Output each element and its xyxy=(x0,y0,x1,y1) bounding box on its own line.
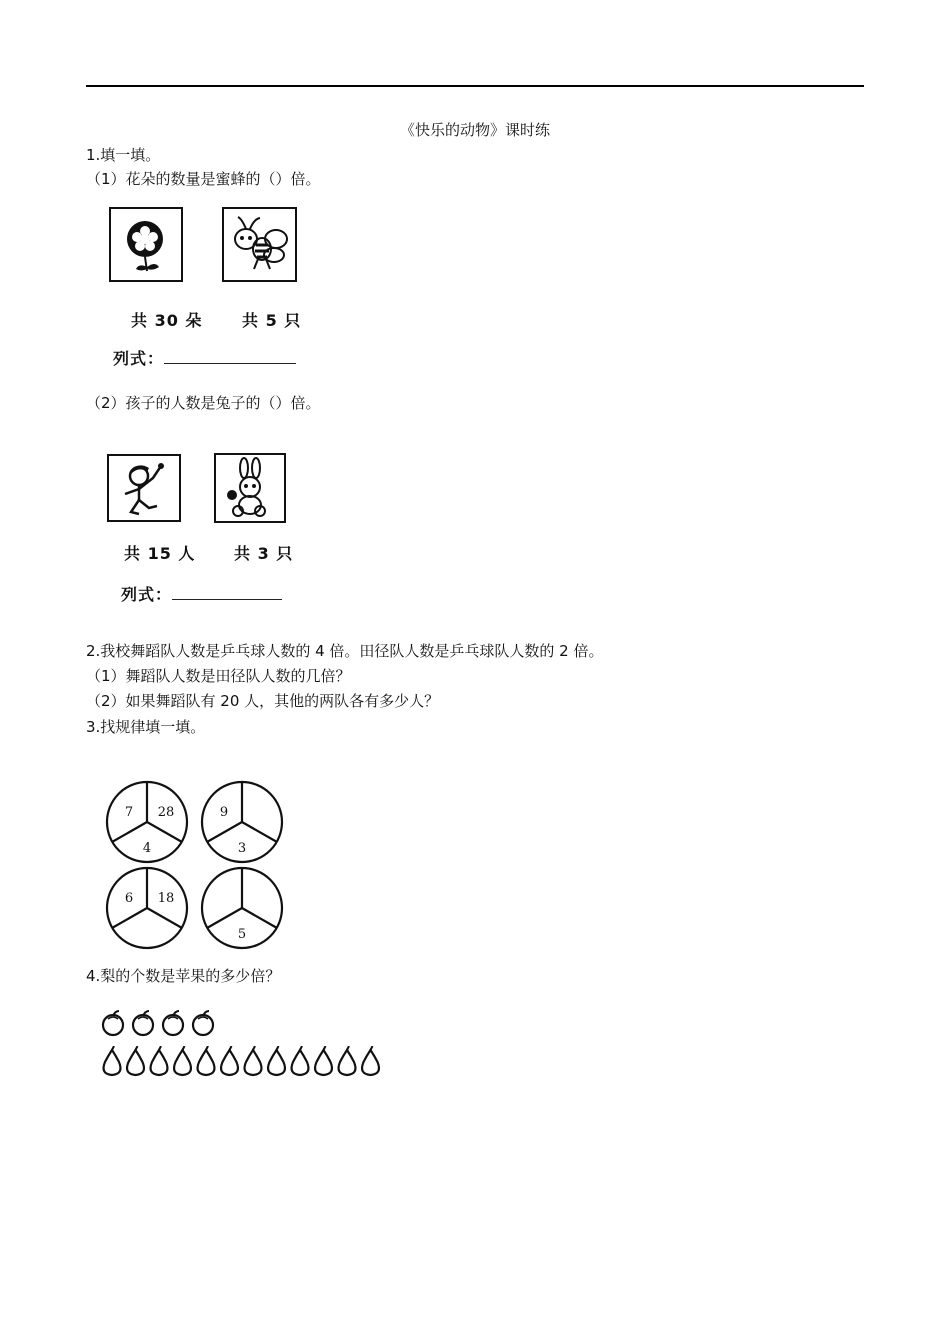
page-title: 《快乐的动物》课时练 xyxy=(399,121,550,139)
flower-count-caption: 共 30 朵 xyxy=(131,311,203,330)
q1-part1-formula xyxy=(113,346,296,369)
flower-picture-box xyxy=(109,207,183,282)
rabbit-picture-box xyxy=(214,453,286,523)
header-rule xyxy=(86,85,864,87)
child-icon xyxy=(109,456,179,520)
pear-icon xyxy=(292,1046,309,1075)
bee-icon xyxy=(224,209,295,280)
formula-label: 列式： xyxy=(121,585,173,604)
q1-part1-prompt: （1）花朵的数量是蜜蜂的（）倍。 xyxy=(86,170,321,188)
formula-answer-blank[interactable] xyxy=(164,349,296,364)
pear-icon xyxy=(151,1046,168,1075)
wheel-2-left: 9 xyxy=(219,805,229,820)
apple-row xyxy=(101,1010,401,1038)
apple-row-svg xyxy=(101,1010,401,1038)
pear-icon xyxy=(362,1046,379,1075)
wheel-1-left: 7 xyxy=(124,805,134,820)
child-picture-box xyxy=(107,454,181,522)
formula-answer-blank[interactable] xyxy=(172,585,282,600)
apple-icon xyxy=(133,1011,153,1035)
number-wheels xyxy=(103,780,287,952)
q4-heading: 4.梨的个数是苹果的多少倍？ xyxy=(86,967,281,985)
q1-heading: 1.填一填。 xyxy=(86,146,161,164)
wheel-4-bottom: 5 xyxy=(237,927,247,942)
pear-icon xyxy=(127,1046,144,1075)
q1-part2-formula xyxy=(121,582,282,605)
wheel-2-bottom: 3 xyxy=(237,841,247,856)
apple-icon xyxy=(103,1011,123,1035)
wheel-3-right: 18 xyxy=(157,891,175,906)
formula-label: 列式： xyxy=(113,349,165,368)
q3-heading: 3.找规律填一填。 xyxy=(86,718,206,736)
q1-part2-prompt: （2）孩子的人数是兔子的（）倍。 xyxy=(86,394,321,412)
q2-heading: 2.我校舞蹈队人数是乒乓球人数的 4 倍。田径队人数是乒乓球队人数的 2 倍。 xyxy=(86,642,604,660)
pear-icon xyxy=(221,1046,238,1075)
pear-icon xyxy=(268,1046,285,1075)
rabbit-icon xyxy=(216,455,284,521)
rabbit-count-caption: 共 3 只 xyxy=(234,544,294,563)
pear-icon xyxy=(315,1046,332,1075)
bee-picture-box xyxy=(222,207,297,282)
pear-row xyxy=(100,1046,400,1078)
flower-icon xyxy=(111,209,181,280)
child-count-caption: 共 15 人 xyxy=(124,544,196,563)
apple-icon xyxy=(163,1011,183,1035)
wheel-1-bottom: 4 xyxy=(142,841,152,856)
number-wheels-svg xyxy=(103,780,287,952)
wheel-1-right: 28 xyxy=(157,805,175,820)
q2-sub1: （1）舞蹈队人数是田径队人数的几倍？ xyxy=(86,667,351,685)
pear-icon xyxy=(339,1046,356,1075)
wheel-3-left: 6 xyxy=(124,891,134,906)
bee-count-caption: 共 5 只 xyxy=(242,311,302,330)
pear-icon xyxy=(174,1046,191,1075)
pear-icon xyxy=(104,1046,121,1075)
apple-icon xyxy=(193,1011,213,1035)
pear-row-svg xyxy=(100,1046,400,1078)
pear-icon xyxy=(198,1046,215,1075)
q2-sub2: （2）如果舞蹈队有 20 人，其他的两队各有多少人？ xyxy=(86,692,440,710)
pear-icon xyxy=(245,1046,262,1075)
